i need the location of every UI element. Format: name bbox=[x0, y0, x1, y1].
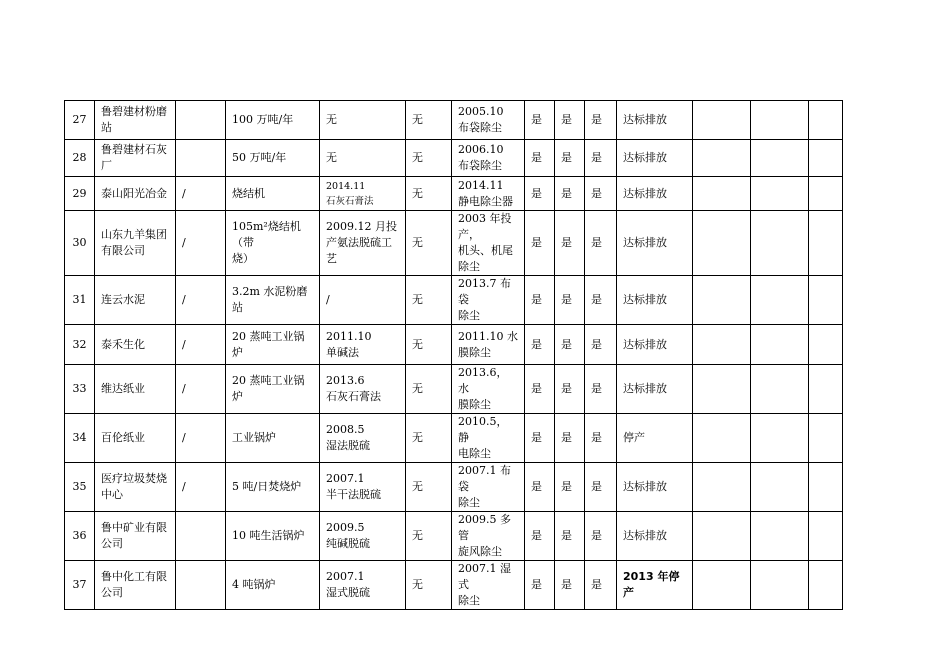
denitrification-cell: 无 bbox=[406, 101, 452, 140]
check-1-cell: 是 bbox=[525, 414, 555, 463]
extra-2-cell bbox=[751, 140, 809, 177]
desulfurization-cell: 2014.11 石灰石膏法 bbox=[320, 177, 406, 211]
table-row bbox=[65, 512, 843, 561]
row-number-cell: 31 bbox=[65, 276, 95, 325]
row-number-cell: 35 bbox=[65, 463, 95, 512]
extra-3-cell bbox=[809, 211, 843, 276]
extra-1-cell bbox=[693, 211, 751, 276]
company-name-cell: 鲁中矿业有限 公司 bbox=[95, 512, 176, 561]
extra-1-cell bbox=[693, 276, 751, 325]
extra-1-cell bbox=[693, 140, 751, 177]
extra-3-cell bbox=[809, 276, 843, 325]
extra-2-cell bbox=[751, 211, 809, 276]
dust-removal-cell: 2013.6，水 膜除尘 bbox=[452, 365, 525, 414]
denitrification-cell: 无 bbox=[406, 211, 452, 276]
row-number-cell: 30 bbox=[65, 211, 95, 276]
slash-mark-cell: / bbox=[176, 414, 226, 463]
check-1-cell: 是 bbox=[525, 365, 555, 414]
slash-mark-cell: / bbox=[176, 325, 226, 365]
check-2-cell: 是 bbox=[555, 211, 585, 276]
extra-1-cell bbox=[693, 463, 751, 512]
check-2-cell: 是 bbox=[555, 177, 585, 211]
emission-status-cell: 达标排放 bbox=[617, 101, 693, 140]
denitrification-cell: 无 bbox=[406, 177, 452, 211]
slash-mark-cell bbox=[176, 561, 226, 610]
extra-3-cell bbox=[809, 512, 843, 561]
extra-2-cell bbox=[751, 325, 809, 365]
row-number-cell: 37 bbox=[65, 561, 95, 610]
extra-1-cell bbox=[693, 512, 751, 561]
row-number-cell: 32 bbox=[65, 325, 95, 365]
slash-mark-cell: / bbox=[176, 463, 226, 512]
dust-removal-cell: 2014.11 静电除尘器 bbox=[452, 177, 525, 211]
check-1-cell: 是 bbox=[525, 211, 555, 276]
extra-2-cell bbox=[751, 101, 809, 140]
check-3-cell: 是 bbox=[585, 365, 617, 414]
dust-removal-cell: 2006.10 布袋除尘 bbox=[452, 140, 525, 177]
denitrification-cell: 无 bbox=[406, 325, 452, 365]
extra-1-cell bbox=[693, 177, 751, 211]
company-name-cell: 鲁碧建材石灰 厂 bbox=[95, 140, 176, 177]
emission-status-cell: 达标排放 bbox=[617, 463, 693, 512]
extra-3-cell bbox=[809, 325, 843, 365]
check-3-cell: 是 bbox=[585, 177, 617, 211]
capacity-cell: 105m²烧结机（带 烧） bbox=[226, 211, 320, 276]
capacity-cell: 100 万吨/年 bbox=[226, 101, 320, 140]
extra-2-cell bbox=[751, 276, 809, 325]
desulfurization-cell: 2007.1 湿式脱硫 bbox=[320, 561, 406, 610]
emission-status-cell: 达标排放 bbox=[617, 140, 693, 177]
company-name-cell: 鲁碧建材粉磨 站 bbox=[95, 101, 176, 140]
check-3-cell: 是 bbox=[585, 276, 617, 325]
slash-mark-cell bbox=[176, 140, 226, 177]
check-1-cell: 是 bbox=[525, 140, 555, 177]
dust-removal-cell: 2011.10 水 膜除尘 bbox=[452, 325, 525, 365]
company-name-cell: 医疗垃圾焚烧 中心 bbox=[95, 463, 176, 512]
company-name-cell: 百伦纸业 bbox=[95, 414, 176, 463]
capacity-cell: 5 吨/日焚烧炉 bbox=[226, 463, 320, 512]
table-row bbox=[65, 276, 843, 325]
extra-2-cell bbox=[751, 463, 809, 512]
extra-2-cell bbox=[751, 365, 809, 414]
check-1-cell: 是 bbox=[525, 561, 555, 610]
check-1-cell: 是 bbox=[525, 325, 555, 365]
emission-status-cell: 2013 年停产 bbox=[617, 561, 693, 610]
emission-status-cell: 达标排放 bbox=[617, 177, 693, 211]
extra-1-cell bbox=[693, 414, 751, 463]
row-number-cell: 33 bbox=[65, 365, 95, 414]
table-row bbox=[65, 140, 843, 177]
extra-2-cell bbox=[751, 512, 809, 561]
check-2-cell: 是 bbox=[555, 101, 585, 140]
check-3-cell: 是 bbox=[585, 512, 617, 561]
check-2-cell: 是 bbox=[555, 414, 585, 463]
table-row bbox=[65, 414, 843, 463]
desulfurization-cell: 无 bbox=[320, 101, 406, 140]
dust-removal-cell: 2005.10 布袋除尘 bbox=[452, 101, 525, 140]
check-3-cell: 是 bbox=[585, 325, 617, 365]
capacity-cell: 50 万吨/年 bbox=[226, 140, 320, 177]
slash-mark-cell: / bbox=[176, 276, 226, 325]
row-number-cell: 28 bbox=[65, 140, 95, 177]
row-number-cell: 29 bbox=[65, 177, 95, 211]
emission-status-cell: 停产 bbox=[617, 414, 693, 463]
capacity-cell: 4 吨锅炉 bbox=[226, 561, 320, 610]
desulfurization-cell: / bbox=[320, 276, 406, 325]
extra-3-cell bbox=[809, 463, 843, 512]
check-3-cell: 是 bbox=[585, 463, 617, 512]
capacity-cell: 20 蒸吨工业锅 炉 bbox=[226, 365, 320, 414]
extra-3-cell bbox=[809, 365, 843, 414]
check-2-cell: 是 bbox=[555, 325, 585, 365]
desulfurization-cell: 无 bbox=[320, 140, 406, 177]
slash-mark-cell bbox=[176, 101, 226, 140]
company-name-cell: 维达纸业 bbox=[95, 365, 176, 414]
check-2-cell: 是 bbox=[555, 276, 585, 325]
table-row bbox=[65, 325, 843, 365]
check-2-cell: 是 bbox=[555, 140, 585, 177]
emission-status-cell: 达标排放 bbox=[617, 211, 693, 276]
check-3-cell: 是 bbox=[585, 211, 617, 276]
check-1-cell: 是 bbox=[525, 512, 555, 561]
denitrification-cell: 无 bbox=[406, 512, 452, 561]
extra-1-cell bbox=[693, 101, 751, 140]
dust-removal-cell: 2013.7 布袋 除尘 bbox=[452, 276, 525, 325]
check-1-cell: 是 bbox=[525, 101, 555, 140]
row-number-cell: 36 bbox=[65, 512, 95, 561]
extra-2-cell bbox=[751, 414, 809, 463]
desulfurization-cell: 2008.5 湿法脱硫 bbox=[320, 414, 406, 463]
emission-status-cell: 达标排放 bbox=[617, 512, 693, 561]
company-name-cell: 山东九羊集团 有限公司 bbox=[95, 211, 176, 276]
desulfurization-cell: 2013.6 石灰石膏法 bbox=[320, 365, 406, 414]
denitrification-cell: 无 bbox=[406, 561, 452, 610]
extra-3-cell bbox=[809, 561, 843, 610]
check-1-cell: 是 bbox=[525, 177, 555, 211]
row-number-cell: 27 bbox=[65, 101, 95, 140]
denitrification-cell: 无 bbox=[406, 276, 452, 325]
capacity-cell: 烧结机 bbox=[226, 177, 320, 211]
slash-mark-cell bbox=[176, 512, 226, 561]
slash-mark-cell: / bbox=[176, 365, 226, 414]
table-row bbox=[65, 463, 843, 512]
extra-3-cell bbox=[809, 177, 843, 211]
desulfurization-cell: 2011.10 单碱法 bbox=[320, 325, 406, 365]
emission-status-cell: 达标排放 bbox=[617, 276, 693, 325]
dust-removal-cell: 2010.5，静 电除尘 bbox=[452, 414, 525, 463]
dust-removal-cell: 2007.1 湿式 除尘 bbox=[452, 561, 525, 610]
company-name-cell: 泰山阳光冶金 bbox=[95, 177, 176, 211]
extra-1-cell bbox=[693, 561, 751, 610]
dust-removal-cell: 2007.1 布袋 除尘 bbox=[452, 463, 525, 512]
check-1-cell: 是 bbox=[525, 276, 555, 325]
check-3-cell: 是 bbox=[585, 140, 617, 177]
emission-status-cell: 达标排放 bbox=[617, 325, 693, 365]
company-name-cell: 泰禾生化 bbox=[95, 325, 176, 365]
check-2-cell: 是 bbox=[555, 561, 585, 610]
capacity-cell: 3.2m 水泥粉磨站 bbox=[226, 276, 320, 325]
denitrification-cell: 无 bbox=[406, 463, 452, 512]
check-2-cell: 是 bbox=[555, 463, 585, 512]
extra-2-cell bbox=[751, 177, 809, 211]
row-number-cell: 34 bbox=[65, 414, 95, 463]
capacity-cell: 工业锅炉 bbox=[226, 414, 320, 463]
emission-facility-table bbox=[64, 100, 843, 610]
capacity-cell: 10 吨生活锅炉 bbox=[226, 512, 320, 561]
table-row bbox=[65, 365, 843, 414]
dust-removal-cell: 2003 年投产， 机头、机尾 除尘 bbox=[452, 211, 525, 276]
extra-3-cell bbox=[809, 414, 843, 463]
extra-3-cell bbox=[809, 140, 843, 177]
check-3-cell: 是 bbox=[585, 414, 617, 463]
desulfurization-cell: 2009.5 纯碱脱硫 bbox=[320, 512, 406, 561]
extra-2-cell bbox=[751, 561, 809, 610]
table-row bbox=[65, 561, 843, 610]
check-3-cell: 是 bbox=[585, 101, 617, 140]
table-row bbox=[65, 211, 843, 276]
extra-1-cell bbox=[693, 325, 751, 365]
extra-3-cell bbox=[809, 101, 843, 140]
check-2-cell: 是 bbox=[555, 365, 585, 414]
desulfurization-cell: 2007.1 半干法脱硫 bbox=[320, 463, 406, 512]
check-2-cell: 是 bbox=[555, 512, 585, 561]
extra-1-cell bbox=[693, 365, 751, 414]
check-1-cell: 是 bbox=[525, 463, 555, 512]
denitrification-cell: 无 bbox=[406, 414, 452, 463]
table-row bbox=[65, 177, 843, 211]
company-name-cell: 连云水泥 bbox=[95, 276, 176, 325]
company-name-cell: 鲁中化工有限 公司 bbox=[95, 561, 176, 610]
emission-status-cell: 达标排放 bbox=[617, 365, 693, 414]
check-3-cell: 是 bbox=[585, 561, 617, 610]
denitrification-cell: 无 bbox=[406, 365, 452, 414]
denitrification-cell: 无 bbox=[406, 140, 452, 177]
dust-removal-cell: 2009.5 多管 旋风除尘 bbox=[452, 512, 525, 561]
capacity-cell: 20 蒸吨工业锅炉 bbox=[226, 325, 320, 365]
desulfurization-cell: 2009.12 月投 产氨法脱硫工 艺 bbox=[320, 211, 406, 276]
slash-mark-cell: / bbox=[176, 211, 226, 276]
table-row bbox=[65, 101, 843, 140]
slash-mark-cell: / bbox=[176, 177, 226, 211]
